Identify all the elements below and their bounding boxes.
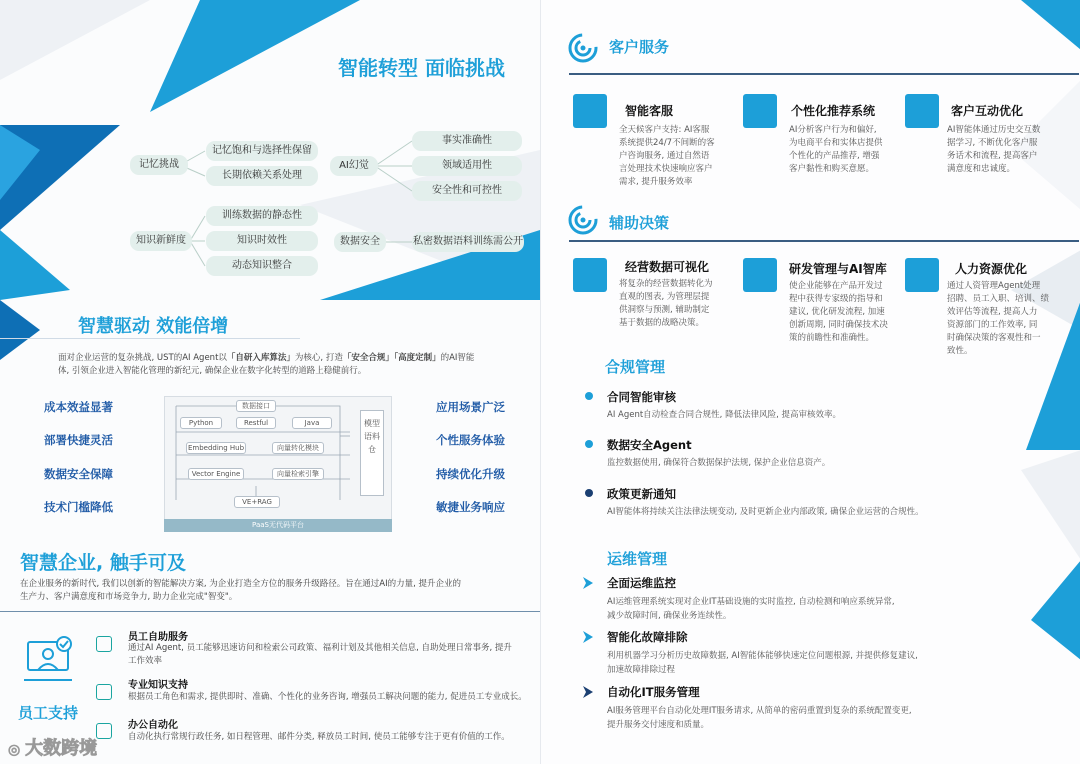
service-title: 人力资源优化 bbox=[955, 262, 1028, 276]
arrow-icon bbox=[581, 576, 595, 590]
compliance-item-title: 政策更新通知 bbox=[607, 487, 676, 501]
code-icon bbox=[743, 258, 777, 292]
arch-vector-search: 向量检索引擎 bbox=[272, 468, 324, 480]
benefit-label: 应用场景广泛 bbox=[436, 400, 505, 414]
challenge-knowledge: 知识新鲜度 bbox=[130, 231, 192, 251]
challenge-memory-item: 长期依赖关系处理 bbox=[206, 166, 318, 186]
ops-item-title: 自动化IT服务管理 bbox=[607, 685, 700, 699]
section-title-ops: 运维管理 bbox=[607, 550, 668, 568]
service-desc: 根据员工角色和需求, 提供即时、准确、个性化的业务咨询, 增强员工解决问题的能力, 促进员工专业成长。 bbox=[128, 692, 527, 702]
challenge-memory-item: 记忆饱和与选择性保留 bbox=[206, 141, 318, 161]
ops-item-desc: AI运维管理系统实现对企业IT基础设施的实时监控, 自动检测和响应系统异常, 减少故障时间, 确保业务连续性。 bbox=[607, 597, 895, 621]
bullet-dot bbox=[585, 440, 593, 448]
customer-service-icon bbox=[573, 94, 607, 128]
challenge-knowledge-item: 训练数据的静态性 bbox=[206, 206, 318, 226]
arch-paas: PaaS无代码平台 bbox=[164, 519, 392, 532]
challenge-security-item: 私密数据语料训练需公开 bbox=[412, 232, 524, 252]
service-desc: 通过人资管理Agent处理 招聘、员工入职、培训、绩 效评估等流程, 提高人力 资源部门的工作效率, 同 时确保决策的客观性和一 致性。 bbox=[947, 281, 1050, 356]
benefit-label: 成本效益显著 bbox=[44, 400, 113, 414]
arch-engine: Vector Engine bbox=[188, 468, 244, 480]
section-divider bbox=[0, 611, 540, 612]
heading-smart-enterprise: 智慧企业, 触手可及 bbox=[20, 552, 186, 574]
service-title: 个性化推荐系统 bbox=[791, 104, 876, 118]
checkbox-icon bbox=[96, 636, 112, 652]
service-title: 客户互动优化 bbox=[951, 104, 1024, 118]
arch-vector-model: 向量转化模块 bbox=[272, 442, 324, 454]
bullet-dot bbox=[585, 489, 593, 497]
challenge-security: 数据安全 bbox=[334, 232, 386, 252]
section-title-customer: 客户服务 bbox=[609, 38, 670, 56]
benefit-label: 数据安全保障 bbox=[44, 467, 113, 481]
service-desc: 全天候客户支持: AI客服 系统提供24/7不间断的客 户咨询服务, 通过自然语 言处理技术快速响应客户 需求, 提升服务效率 bbox=[619, 125, 715, 187]
benefit-label: 个性服务体验 bbox=[436, 433, 505, 447]
service-desc: 通过AI Agent, 员工能够迅速访问和检索公司政策、福利计划及其他相关信息, 自助处理日常事务, 提升 工作效率 bbox=[128, 643, 512, 666]
people-icon bbox=[905, 258, 939, 292]
service-desc: AI智能体通过历史交互数 据学习, 不断优化客户服 务话术和流程, 提高客户 满意度和忠诚度。 bbox=[947, 125, 1041, 174]
benefit-label: 技术门槛降低 bbox=[44, 500, 113, 514]
service-desc: AI分析客户行为和偏好, 为电商平台和实体店提供 个性化的产品推荐, 增强 客户黏性和购买意愿。 bbox=[789, 125, 883, 174]
section-underline bbox=[569, 240, 1079, 242]
arch-lang: Java bbox=[292, 417, 332, 429]
interaction-icon bbox=[905, 94, 939, 128]
challenge-hallucination: AI幻觉 bbox=[330, 156, 378, 176]
arch-api: 数据接口 bbox=[236, 400, 276, 412]
compliance-item-desc: 监控数据使用, 确保符合数据保护法规, 保护企业信息资产。 bbox=[607, 458, 831, 468]
wifi-logo-icon bbox=[567, 204, 599, 236]
watermark: ◎ 大数跨境 bbox=[8, 738, 98, 759]
challenge-hallucination-item: 领域适用性 bbox=[412, 156, 522, 176]
heading-challenges: 智能转型 面临挑战 bbox=[338, 56, 505, 80]
checkbox-icon bbox=[96, 723, 112, 739]
challenge-knowledge-item: 知识时效性 bbox=[206, 231, 318, 251]
compliance-item-desc: AI智能体将持续关注法律法规变动, 及时更新企业内部政策, 确保企业运营的合规性。 bbox=[607, 507, 924, 517]
service-title: 研发管理与AI智库 bbox=[789, 262, 887, 276]
compliance-item-title: 数据安全Agent bbox=[607, 438, 692, 452]
lightbulb-icon bbox=[743, 94, 777, 128]
intro-paragraph: 面对企业运营的复杂挑战, UST的AI Agent以「自研入库算法」为核心, 打造「安全合规」「高度定制」的AI智能 体, 引领企业进入智能化管理的新纪元, 确保企业在数字化转型的道路上稳健前行。 bbox=[58, 353, 475, 376]
arch-warehouse bbox=[360, 410, 384, 496]
challenge-hallucination-item: 安全性和可控性 bbox=[412, 181, 522, 201]
service-desc: 使企业能够在产品开发过 程中获得专家级的指导和 建议, 优化研发流程, 加速 创新周期, 同时确保技术决 策的前瞻性和准确性。 bbox=[789, 281, 888, 343]
arch-warehouse-label: 模型语料仓 bbox=[364, 419, 380, 454]
employee-support-label: 员工支持 bbox=[18, 704, 79, 722]
service-title: 专业知识支持 bbox=[128, 680, 188, 691]
compliance-item-desc: AI Agent自动检查合同合规性, 降低法律风险, 提高审核效率。 bbox=[607, 410, 841, 420]
challenge-knowledge-item: 动态知识整合 bbox=[206, 256, 318, 276]
section-title-decision: 辅助决策 bbox=[609, 214, 670, 232]
employee-support-icon bbox=[22, 636, 74, 684]
service-title: 智能客服 bbox=[625, 104, 674, 118]
service-title: 员工自助服务 bbox=[128, 632, 188, 643]
arch-hub: Embedding Hub bbox=[187, 444, 245, 452]
heading-drive: 智慧驱动 效能倍增 bbox=[78, 316, 229, 337]
ops-item-desc: 利用机器学习分析历史故障数据, AI智能体能够快速定位问题根源, 并提供修复建议, 加速故障排除过程 bbox=[607, 651, 918, 675]
arrow-icon bbox=[581, 685, 595, 699]
arrow-icon bbox=[581, 630, 595, 644]
arch-lang: Python bbox=[180, 417, 222, 429]
ops-item-title: 智能化故障排除 bbox=[607, 630, 688, 644]
checkbox-icon bbox=[96, 684, 112, 700]
chart-icon bbox=[573, 258, 607, 292]
benefit-label: 持续优化升级 bbox=[436, 467, 505, 481]
arch-rag: VE+RAG bbox=[234, 496, 280, 508]
compliance-item-title: 合同智能审核 bbox=[607, 390, 676, 404]
intro3-paragraph: 在企业服务的新时代, 我们以创新的智能解决方案, 为企业打造全方位的服务升级路径。旨在通过AI的力量, 提升企业的 生产力、客户满意度和市场竞争力, 助力企业完成"智变"。 bbox=[20, 579, 462, 602]
wifi-logo-icon bbox=[567, 32, 599, 64]
benefit-label: 敏捷业务响应 bbox=[436, 500, 505, 514]
challenge-memory: 记忆挑战 bbox=[130, 155, 188, 175]
section-title-compliance: 合规管理 bbox=[605, 358, 666, 376]
ops-item-title: 全面运维监控 bbox=[607, 576, 676, 590]
challenge-hallucination-item: 事实准确性 bbox=[412, 131, 522, 151]
ops-item-desc: AI服务管理平台自动化处理IT服务请求, 从简单的密码重置到复杂的系统配置变更, 提升服务交付速度和质量。 bbox=[607, 706, 912, 730]
benefit-label: 部署快捷灵活 bbox=[44, 433, 113, 447]
bullet-dot bbox=[585, 392, 593, 400]
service-title: 办公自动化 bbox=[128, 720, 178, 731]
watermark-icon: ◎ bbox=[8, 742, 26, 758]
service-desc: 自动化执行常规行政任务, 如日程管理、邮件分类, 释放员工时间, 使员工能够专注于更有价值的工作。 bbox=[128, 732, 510, 742]
section-underline bbox=[569, 73, 1079, 75]
service-title: 经营数据可视化 bbox=[625, 260, 710, 274]
right-page bbox=[540, 0, 1080, 764]
arch-lang: Restful bbox=[236, 417, 276, 429]
service-desc: 将复杂的经营数据转化为 直观的图表, 为管理层提 供洞察与预测, 辅助制定 基于数据的战略决策。 bbox=[619, 279, 713, 328]
